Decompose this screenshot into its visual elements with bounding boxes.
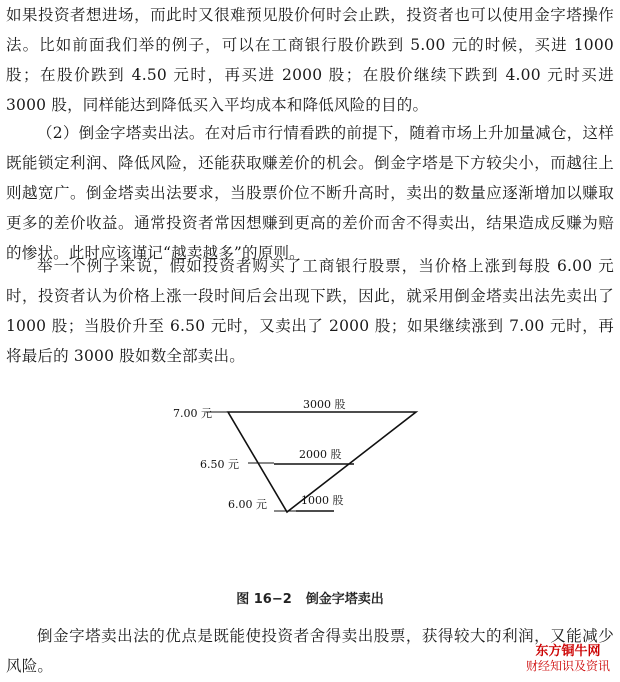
site-watermark xyxy=(526,644,610,674)
price-label-middle: 6.50 元 xyxy=(200,458,239,471)
paragraph-2: （2）倒金字塔卖出法。在对后市行情看跌的前提下，随着市场上升加量减仓，这样既能锁定利润、降低风险，还能获取赚差价的机会。倒金字塔是下方较尖小，而越往上则越宽广。倒金塔卖出法要求，当股票价位不断升高时，卖出的数量应逐渐增加以赚取更多的差价收益。通常投资者常因想赚到更高的差价而舍不得卖出，结果造成反赚为赔的惨状。此时应该谨记“越卖越多”的原则。 xyxy=(6,124,614,262)
inverted-pyramid-diagram xyxy=(160,388,460,548)
paragraph-4: 倒金字塔卖出法的优点是既能使投资者舍得卖出股票，获得较大的利润，又能减少风险。 xyxy=(6,627,614,675)
figure-caption xyxy=(0,588,620,607)
figure-number: 图 16−2 xyxy=(236,592,292,607)
shares-label-middle: 2000 股 xyxy=(299,448,342,461)
watermark-line-1: 东方铜牛网 xyxy=(535,644,601,659)
shares-label-bottom: 1000 股 xyxy=(301,494,344,507)
price-label-bottom: 6.00 元 xyxy=(228,498,267,511)
shares-label-top: 3000 股 xyxy=(303,398,346,411)
paragraph-3: 举一个例子来说，假如投资者购买了工商银行股票，当价格上涨到每股 6.00 元时，投资者认为价格上涨一段时间后会出现下跌，因此，就采用倒金塔卖出法先卖出了 1000 股；当股价升至 6.50 元时，又卖出了 2000 股；如果继续涨到 7.00 元时，再将最后的 3000 股如数全部卖出。 xyxy=(6,257,614,365)
inverted-pyramid-figure xyxy=(160,388,460,548)
figure-title: 倒金字塔卖出 xyxy=(305,592,384,607)
paragraph-1: 如果投资者想进场，而此时又很难预见股价何时会止跌，投资者也可以使用金字塔操作法。比如前面我们举的例子，可以在工商银行股价跌到 5.00 元的时候，买进 1000 股；在股价跌到 4.50 元时，再买进 2000 股；在股价继续下跌到 4.00 元时买进 3000 股，同样能达到降低买入平均成本和降低风险的目的。 xyxy=(6,6,614,114)
watermark-line-2: 财经知识及资讯 xyxy=(525,659,610,673)
price-label-top: 7.00 元 xyxy=(173,407,212,420)
